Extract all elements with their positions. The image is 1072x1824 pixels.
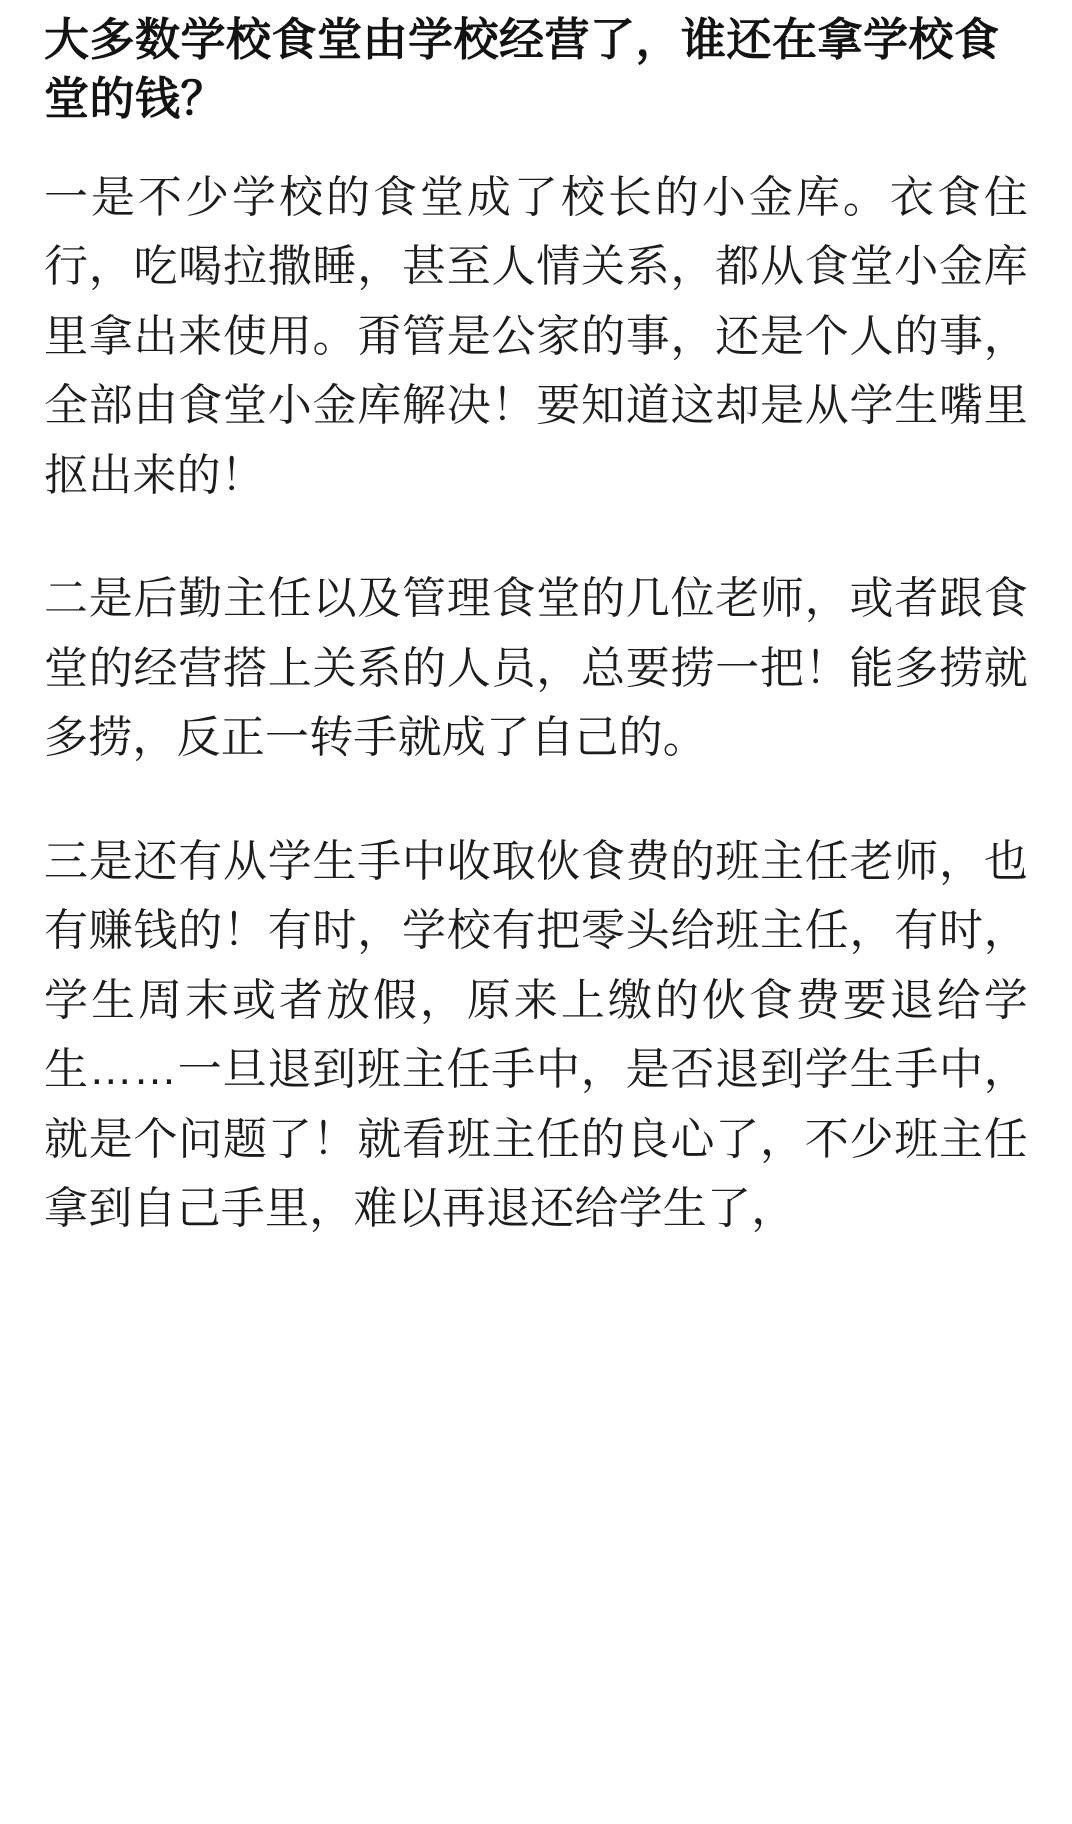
article-title: 大多数学校食堂由学校经营了，谁还在拿学校食堂的钱？ — [44, 14, 1000, 125]
article-paragraph-1: 一是不少学校的食堂成了校长的小金库。衣食住行，吃喝拉撒睡，甚至人情关系，都从食堂小金库里拿出来使用。甭管是公家的事，还是个人的事，全部由食堂小金库解决！要知道这却是从学生嘴里抠出来的！ — [44, 172, 1028, 500]
article-paragraph-3: 三是还有从学生手中收取伙食费的班主任老师，也有赚钱的！有时，学校有把零头给班主任，有时，学生周末或者放假，原来上缴的伙食费要退给学生……一旦退到班主任手中，是否退到学生手中，就是个问题了！就看班主任的良心了，不少班主任拿到自己手里，难以再退还给学生了， — [44, 836, 1028, 1234]
article-paragraph-2: 二是后勤主任以及管理食堂的几位老师，或者跟食堂的经营搭上关系的人员，总要捞一把！能多捞就多捞，反正一转手就成了自己的。 — [44, 574, 1028, 763]
